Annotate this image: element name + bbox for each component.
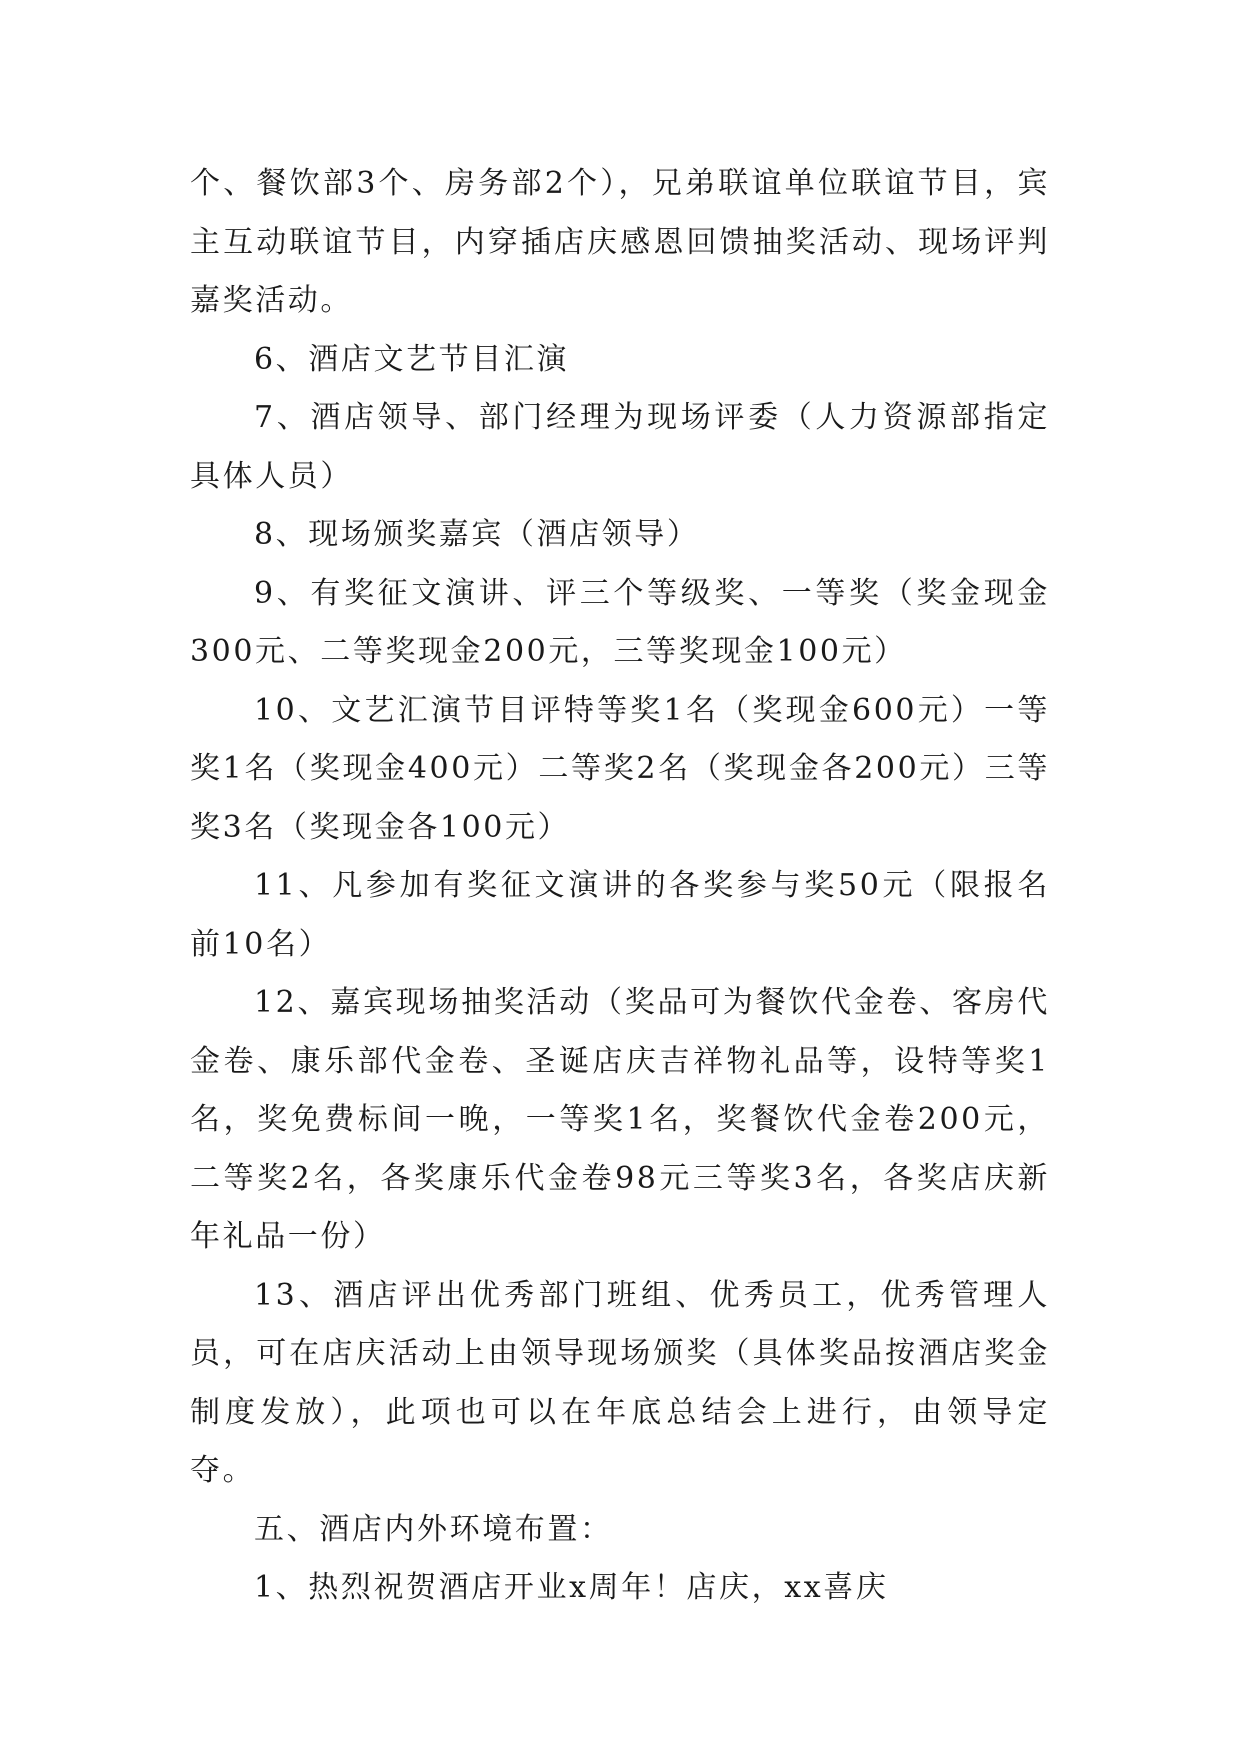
paragraph: 1、热烈祝贺酒店开业x周年！店庆，xx喜庆 [254, 1570, 889, 1605]
paragraph: 13、酒店评出优秀部门班组、优秀员工，优秀管理人员，可在店庆活动上由领导现场颁奖（具体奖品按酒店奖金制度发放），此项也可以在年底总结会上进行，由领导定夺。 [190, 1277, 1050, 1488]
paragraph: 8、现场颁奖嘉宾（酒店领导） [254, 517, 700, 552]
document-body [190, 155, 1050, 1618]
paragraph: 个、餐饮部3个、房务部2个），兄弟联谊单位联谊节目，宾主互动联谊节目，内穿插店庆感恩回馈抽奖活动、现场评判嘉奖活动。 [190, 166, 1050, 318]
paragraph: 10、文艺汇演节目评特等奖1名（奖现金600元）一等奖1名（奖现金400元）二等奖2名（奖现金各200元）三等奖3名（奖现金各100元） [190, 692, 1050, 845]
paragraph: 6、酒店文艺节目汇演 [254, 341, 570, 377]
paragraph: 11、凡参加有奖征文演讲的各奖参与奖50元（限报名前10名） [190, 868, 1050, 962]
paragraph: 12、嘉宾现场抽奖活动（奖品可为餐饮代金卷、客房代金卷、康乐部代金卷、圣诞店庆吉祥物礼品等，设特等奖1名，奖免费标间一晚，一等奖1名，奖餐饮代金卷200元，二等奖2名，各奖康乐代金卷98元三等奖3名，各奖店庆新年礼品一份） [190, 985, 1050, 1254]
paragraph: 9、有奖征文演讲、评三个等级奖、一等奖（奖金现金300元、二等奖现金200元，三等奖现金100元） [190, 575, 1050, 669]
section-heading: 五、酒店内外环境布置： [254, 1511, 613, 1547]
paragraph: 7、酒店领导、部门经理为现场评委（人力资源部指定具体人员） [190, 400, 1050, 494]
